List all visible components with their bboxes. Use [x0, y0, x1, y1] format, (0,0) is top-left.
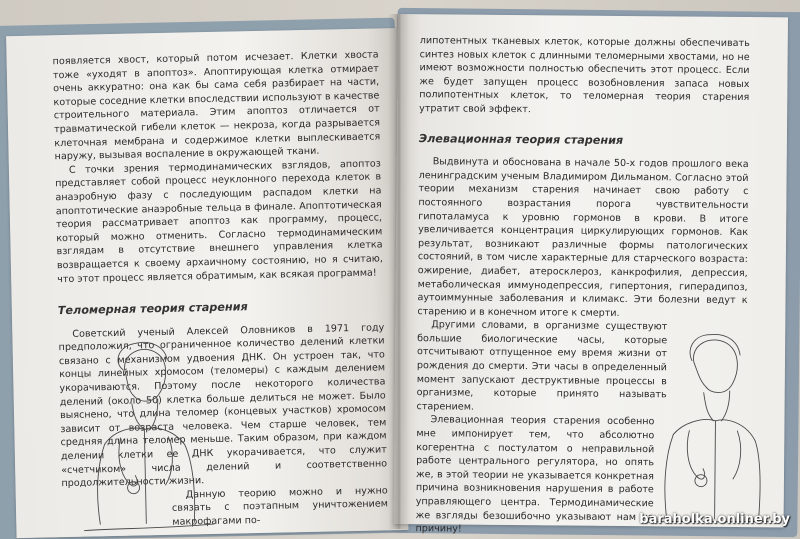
doctor-line-art-left-icon	[72, 332, 216, 535]
watermark: baraholka.onliner.by	[639, 512, 790, 527]
right-body-paragraph-3: Элевационная теория старения особенно мне импонирует тем, что абсолютно когерентна с постулатом о неправильной работе центрального регулятора, но опять же, в этой теории не указывается конкретная причина возникновения нарушения в работе управляющего центра. Термодинамические же взгляды безошибочно указывают нам на причину!	[415, 414, 655, 535]
right-body-paragraph-2: Другими словами, в организме существуют большие биологические часы, которые отсчитывают отпущенное ему время жизни от рождения до смерти. Эти часы в определенный момент запускают деструктивные процессы в организме, которые принято называть старением.	[416, 319, 668, 413]
book-gutter-shadow	[388, 14, 410, 529]
left-page	[6, 28, 408, 538]
left-section-heading: Теломерная теория старения	[57, 300, 248, 318]
right-page	[394, 14, 788, 535]
left-body-paragraph-2: Данную теорию можно и нужно связать с поэтапным уничтожением макрофагами по-	[171, 485, 389, 528]
right-body-paragraph-1: Выдвинута и обоснована в начале 50-х годов прошлого века ленинградским ученым Владимиром Дильманом. Согласно этой теории механизм старения начинает свою работу с постоянного возрастания порога чувствительности гипоталамуса к уровню гормонов в крови. В итоге увеличивается концентрация циркулирующих гормонов. Как результат, возникают различные формы патологических состояний, в том числе характерные для старческого возраста: ожирение, диабет, атеросклероз, канкрофилия, депрессия, метаболическая иммунодепрессия, гипертония, гиперадипоз, аутоиммунные заболевания и климакс. Эти болезни ведут к старению и в конечном итоге к смерти.	[417, 156, 749, 319]
left-body-paragraph-1: Советский ученый Алексей Оловников в 1971 году предположил, что ограниченное количество делений клетки связано с механизмом удвоения ДНК. Он устроен так, что концы линейных хромосом (теломеры) с каждым делением укорачиваются. Поэтому после некоторого количества делений (около 50) клетка больше делиться не может. Было выяснено, что длина теломер (концевых участков) хромосом зависит от возраста человека. Чем старше человек, тем средняя длина теломер меньше. Таким образом, при каждом делении клетки ее ДНК укорачивается, что служит «счетчиком» числа делений и соответственно продолжительности жизни.	[58, 322, 388, 490]
right-section-heading: Элевационная теория старения	[418, 131, 624, 147]
doctor-line-art-right-icon	[649, 326, 781, 527]
right-intro-paragraph-1: липотентных тканевых клеток, которые должны обеспечивать синтез новых клеток с длинными теломерными хвостами, но не имеют возможности полностью обеспечить этот процесс. Если же будет запущен процесс возобновления запаса новых полипотентных клеток, то теломерная теория старения утратит свой эффект.	[419, 35, 750, 116]
left-intro-paragraph-1: появляется хвост, который потом исчезает. Клетки хвоста тоже «уходят в апоптоз». Апоптирующая клетка отмирает очень аккуратно: она как бы сама себя разбирает на части, которые соседние клетки впоследствии используют в качестве строительного материала. Этим апоптоз отличается от травматической гибели клеток — некроза, когда разрывается клеточная мембрана и содержимое клетки выплескивается наружу, вызывая воспаление в окружающей ткани.	[52, 49, 381, 163]
left-intro-paragraph-2: С точки зрения термодинамических взглядов, апоптоз представляет собой процесс неуклонного перехода клеток в анаэробную фазу с последующим распадом клетки на апоптотические анаэробные тельца в финале. Апоптотическая теория рассматривает апоптоз как программу, процесс, который можно отменить. Согласно термодинамическим взглядам в отсутствие внешнего управления клетка возвращается к своему архаичному состоянию, но я считаю, что этот процесс является обратимым, как всякая программа!	[55, 158, 383, 285]
